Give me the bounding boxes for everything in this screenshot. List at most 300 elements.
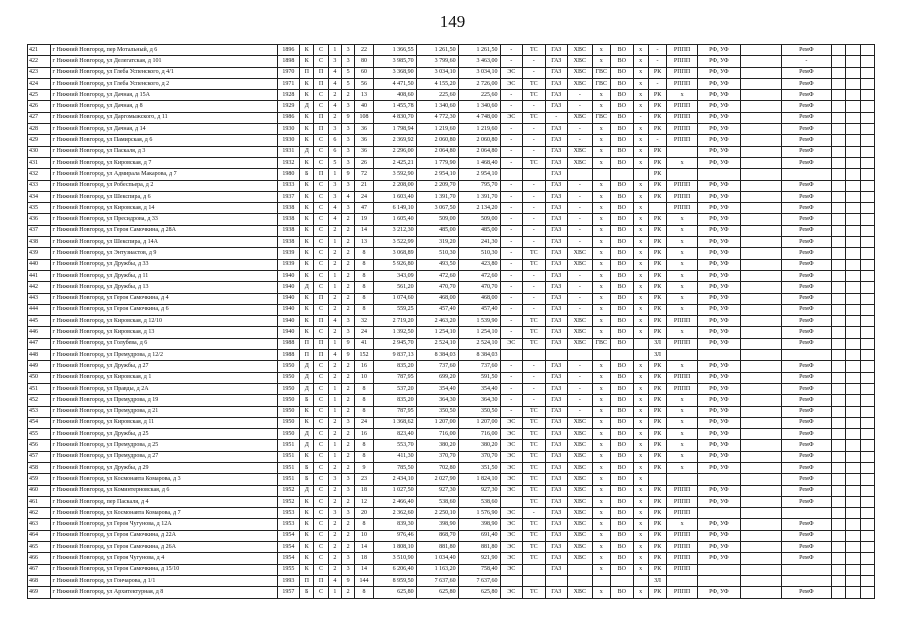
cell-blank-d <box>860 237 874 248</box>
cell-floors: 3 <box>342 101 355 112</box>
cell-remfund: РемФ <box>781 383 831 394</box>
cell-roof: РК <box>648 406 666 417</box>
cell-blank-b <box>831 180 845 191</box>
cell-col-x: х <box>633 372 648 383</box>
cell-blank-d <box>860 259 874 270</box>
cell-row-number: 451 <box>28 383 51 394</box>
cell-total-area: 8 959,50 <box>373 575 416 586</box>
table-row <box>28 67 875 78</box>
cell-apartments: 16 <box>355 361 373 372</box>
cell-col-x: х <box>633 553 648 564</box>
cell-material: С <box>314 564 328 575</box>
cell-total-area: 559,25 <box>373 304 416 315</box>
cell-remfund: РемФ <box>781 519 831 530</box>
cell-residential-area: 351,50 <box>458 462 500 473</box>
cell-entrances: 1 <box>328 282 341 293</box>
cell-gas: ГАЗ <box>545 508 568 519</box>
cell-rppp: РППП <box>667 78 698 89</box>
cell-address: г Нижний Новгород, пер Мотальный, д 6 <box>50 45 277 56</box>
cell-heating <box>523 169 546 180</box>
cell-blank-d <box>860 282 874 293</box>
cell-total-area: 5 926,80 <box>373 259 416 270</box>
cell-floors: 3 <box>342 508 355 519</box>
cell-material: С <box>314 248 328 259</box>
cell-total-area: 553,70 <box>373 440 416 451</box>
cell-blank-b <box>831 169 845 180</box>
cell-electricity: ЭС <box>500 519 523 530</box>
cell-electricity <box>500 496 523 507</box>
cell-blank-a <box>740 214 781 225</box>
cell-total-area: 976,46 <box>373 530 416 541</box>
cell-electricity: ЭС <box>500 485 523 496</box>
cell-row-number: 427 <box>28 112 51 123</box>
cell-total-area: 4 471,50 <box>373 78 416 89</box>
cell-rppp <box>667 575 698 586</box>
cell-hot-water: х <box>592 327 610 338</box>
cell-cold-water: - <box>568 395 593 406</box>
cell-cold-water <box>568 169 593 180</box>
cell-hot-water: х <box>592 191 610 202</box>
cell-material: С <box>314 462 328 473</box>
cell-cold-water: - <box>568 203 593 214</box>
cell-blank-b <box>831 429 845 440</box>
cell-heating: - <box>523 146 546 157</box>
cell-heating <box>523 575 546 586</box>
cell-roof: РК <box>648 462 666 473</box>
housing-registry-table <box>27 44 875 599</box>
cell-roof: РК <box>648 259 666 270</box>
cell-blank-b <box>831 67 845 78</box>
cell-blank-b <box>831 553 845 564</box>
cell-blank-a <box>740 169 781 180</box>
table-row <box>28 508 875 519</box>
cell-material: С <box>314 225 328 236</box>
cell-wall-type: К <box>300 270 314 281</box>
cell-roof: РК <box>648 564 666 575</box>
cell-blank-b <box>831 451 845 462</box>
cell-row-number: 458 <box>28 462 51 473</box>
cell-blank-d <box>860 203 874 214</box>
cell-roof: РК <box>648 270 666 281</box>
cell-blank-d <box>860 406 874 417</box>
cell-apartments: 8 <box>355 587 373 598</box>
cell-roof: - <box>648 135 666 146</box>
cell-blank-d <box>860 157 874 168</box>
cell-sewerage <box>611 575 634 586</box>
cell-row-number: 459 <box>28 474 51 485</box>
cell-sewerage: ВО <box>611 225 634 236</box>
cell-row-number: 453 <box>28 406 51 417</box>
table-row <box>28 90 875 101</box>
table-row <box>28 338 875 349</box>
table-row <box>28 101 875 112</box>
cell-residential-area: 921,90 <box>458 553 500 564</box>
cell-apartments: 36 <box>355 135 373 146</box>
cell-gas: ГАЗ <box>545 270 568 281</box>
cell-funds: РФ, УФ <box>697 180 740 191</box>
cell-material: С <box>314 553 328 564</box>
cell-sewerage: ВО <box>611 56 634 67</box>
cell-total-area: 6 149,10 <box>373 203 416 214</box>
cell-address: г Нижний Новгород, ул Героя Самочкина, д 26А <box>50 542 277 553</box>
cell-gas: ГАЗ <box>545 180 568 191</box>
cell-blank-a <box>740 508 781 519</box>
cell-row-number: 436 <box>28 214 51 225</box>
cell-funds: РФ, УФ <box>697 293 740 304</box>
cell-blank-b <box>831 146 845 157</box>
cell-funds: РФ, УФ <box>697 78 740 89</box>
cell-gas <box>545 575 568 586</box>
cell-apartments: 24 <box>355 417 373 428</box>
cell-funds: РФ, УФ <box>697 157 740 168</box>
cell-cold-water: - <box>568 383 593 394</box>
cell-build-year: 1950 <box>277 406 300 417</box>
cell-apartments: 24 <box>355 191 373 202</box>
cell-col-x: х <box>633 203 648 214</box>
cell-roof: РК <box>648 146 666 157</box>
cell-material: С <box>314 361 328 372</box>
cell-floors: 2 <box>342 462 355 473</box>
cell-remfund: РемФ <box>781 214 831 225</box>
cell-total-area: 3 985,70 <box>373 56 416 67</box>
cell-entrances: 3 <box>328 508 341 519</box>
cell-material: С <box>314 214 328 225</box>
cell-blank-b <box>831 406 845 417</box>
cell-total-area: 835,20 <box>373 395 416 406</box>
cell-row-number: 435 <box>28 203 51 214</box>
table-row <box>28 259 875 270</box>
cell-roof: РК <box>648 451 666 462</box>
cell-sewerage: ВО <box>611 429 634 440</box>
cell-funds: РФ, УФ <box>697 237 740 248</box>
cell-build-year: 1928 <box>277 90 300 101</box>
cell-heating: ТС <box>523 542 546 553</box>
cell-living-area: 1 219,60 <box>416 124 458 135</box>
cell-rppp: РППП <box>667 316 698 327</box>
cell-total-area: 3 212,30 <box>373 225 416 236</box>
cell-residential-area: 1 824,10 <box>458 474 500 485</box>
cell-roof: РК <box>648 395 666 406</box>
cell-residential-area: 625,80 <box>458 587 500 598</box>
cell-living-area: 868,70 <box>416 530 458 541</box>
cell-blank-b <box>831 361 845 372</box>
cell-blank-b <box>831 191 845 202</box>
cell-hot-water: х <box>592 214 610 225</box>
cell-living-area: 699,20 <box>416 372 458 383</box>
cell-sewerage: ВО <box>611 45 634 56</box>
cell-apartments: 10 <box>355 372 373 383</box>
cell-gas: ГАЗ <box>545 564 568 575</box>
cell-build-year: 1951 <box>277 440 300 451</box>
cell-living-area: 927,30 <box>416 485 458 496</box>
cell-entrances: 2 <box>328 519 341 530</box>
cell-build-year: 1953 <box>277 508 300 519</box>
cell-gas: ГАЗ <box>545 56 568 67</box>
cell-living-area: 881,80 <box>416 542 458 553</box>
cell-gas: ГАЗ <box>545 519 568 530</box>
cell-cold-water: ХВС <box>568 587 593 598</box>
cell-col-x: х <box>633 237 648 248</box>
cell-residential-area: 485,00 <box>458 225 500 236</box>
cell-address: г Нижний Новгород, ул Премудрова, д 21 <box>50 406 277 417</box>
cell-address: г Нижний Новгород, ул Премудрова, д 12/2 <box>50 350 277 361</box>
cell-residential-area: 3 463,00 <box>458 56 500 67</box>
cell-hot-water: х <box>592 203 610 214</box>
cell-wall-type: К <box>300 496 314 507</box>
cell-living-area: 4 772,30 <box>416 112 458 123</box>
cell-electricity: ЭС <box>500 338 523 349</box>
cell-build-year: 1970 <box>277 67 300 78</box>
cell-total-area: 2 296,00 <box>373 146 416 157</box>
cell-col-x: х <box>633 542 648 553</box>
cell-row-number: 466 <box>28 553 51 564</box>
cell-funds: РФ, УФ <box>697 304 740 315</box>
cell-funds: РФ, УФ <box>697 45 740 56</box>
cell-blank-d <box>860 112 874 123</box>
cell-heating: - <box>523 191 546 202</box>
cell-heating: - <box>523 372 546 383</box>
cell-total-area: 785,50 <box>373 462 416 473</box>
cell-cold-water: - <box>568 214 593 225</box>
cell-entrances: 2 <box>328 553 341 564</box>
cell-floors: 2 <box>342 237 355 248</box>
cell-col-x: х <box>633 587 648 598</box>
cell-blank-d <box>860 56 874 67</box>
table-row <box>28 214 875 225</box>
cell-entrances: 3 <box>328 180 341 191</box>
cell-build-year: 1951 <box>277 474 300 485</box>
cell-wall-type: Д <box>300 383 314 394</box>
cell-apartments: 8 <box>355 406 373 417</box>
cell-cold-water: - <box>568 304 593 315</box>
cell-rppp: х <box>667 225 698 236</box>
cell-roof: ЗЛ <box>648 575 666 586</box>
cell-electricity: ЭС <box>500 67 523 78</box>
cell-total-area: 1 027,50 <box>373 485 416 496</box>
cell-entrances: 3 <box>328 474 341 485</box>
cell-floors: 2 <box>342 395 355 406</box>
cell-remfund <box>781 564 831 575</box>
cell-entrances: 2 <box>328 372 341 383</box>
cell-gas: ГАЗ <box>545 451 568 462</box>
cell-entrances: 2 <box>328 327 341 338</box>
cell-cold-water: ХВС <box>568 248 593 259</box>
table-row <box>28 519 875 530</box>
cell-sewerage: ВО <box>611 338 634 349</box>
cell-cold-water: ХВС <box>568 440 593 451</box>
cell-electricity: - <box>500 157 523 168</box>
cell-entrances: 1 <box>328 237 341 248</box>
cell-material: П <box>314 350 328 361</box>
cell-residential-area: 354,40 <box>458 383 500 394</box>
cell-blank-b <box>831 327 845 338</box>
cell-row-number: 428 <box>28 124 51 135</box>
cell-residential-area: 691,40 <box>458 530 500 541</box>
cell-hot-water: х <box>592 553 610 564</box>
cell-residential-area: 3 034,10 <box>458 67 500 78</box>
cell-living-area: 457,40 <box>416 304 458 315</box>
cell-residential-area: 370,70 <box>458 451 500 462</box>
cell-remfund: РемФ <box>781 45 831 56</box>
cell-blank-c <box>846 78 860 89</box>
cell-blank-a <box>740 587 781 598</box>
cell-electricity: - <box>500 259 523 270</box>
cell-heating: - <box>523 225 546 236</box>
cell-blank-a <box>740 485 781 496</box>
cell-gas: ГАЗ <box>545 304 568 315</box>
cell-sewerage: ВО <box>611 496 634 507</box>
cell-floors: 9 <box>342 112 355 123</box>
cell-address: г Нижний Новгород, ул Коминтерновская, д 6 <box>50 485 277 496</box>
cell-wall-type: Б <box>300 169 314 180</box>
cell-remfund: РемФ <box>781 124 831 135</box>
cell-gas: ГАЗ <box>545 462 568 473</box>
cell-residential-area: 538,60 <box>458 496 500 507</box>
cell-blank-a <box>740 429 781 440</box>
cell-col-x: х <box>633 90 648 101</box>
cell-floors: 2 <box>342 259 355 270</box>
cell-remfund: - <box>781 56 831 67</box>
cell-roof: РК <box>648 225 666 236</box>
cell-hot-water: х <box>592 451 610 462</box>
cell-electricity: ЭС <box>500 429 523 440</box>
cell-blank-d <box>860 78 874 89</box>
cell-roof: РК <box>648 519 666 530</box>
cell-build-year: 1950 <box>277 372 300 383</box>
cell-gas: ГАЗ <box>545 338 568 349</box>
cell-blank-c <box>846 67 860 78</box>
table-row <box>28 248 875 259</box>
cell-row-number: 426 <box>28 101 51 112</box>
cell-rppp <box>667 474 698 485</box>
cell-heating: - <box>523 203 546 214</box>
cell-entrances: 4 <box>328 67 341 78</box>
cell-blank-b <box>831 587 845 598</box>
cell-gas: ГАЗ <box>545 496 568 507</box>
cell-wall-type: К <box>300 406 314 417</box>
cell-floors: 9 <box>342 350 355 361</box>
cell-heating: ТС <box>523 496 546 507</box>
cell-remfund: РемФ <box>781 112 831 123</box>
page-number: 149 <box>439 12 466 31</box>
cell-gas: ГАЗ <box>545 553 568 564</box>
cell-total-area: 3 510,90 <box>373 553 416 564</box>
cell-apartments: 56 <box>355 78 373 89</box>
cell-blank-b <box>831 508 845 519</box>
cell-gas: - <box>545 112 568 123</box>
cell-address: г Нижний Новгород, ул Кировская, д 13 <box>50 327 277 338</box>
cell-address: г Нижний Новгород, ул Памирская, д 6 <box>50 135 277 146</box>
cell-sewerage: ВО <box>611 124 634 135</box>
cell-material: С <box>314 395 328 406</box>
cell-entrances: 2 <box>328 564 341 575</box>
cell-blank-a <box>740 135 781 146</box>
cell-residential-area: 4 748,00 <box>458 112 500 123</box>
cell-wall-type: П <box>300 575 314 586</box>
cell-wall-type: Д <box>300 429 314 440</box>
cell-cold-water: - <box>568 90 593 101</box>
cell-remfund: РемФ <box>781 203 831 214</box>
cell-apartments: 13 <box>355 237 373 248</box>
cell-remfund: РемФ <box>781 361 831 372</box>
cell-material: С <box>314 191 328 202</box>
cell-blank-d <box>860 135 874 146</box>
cell-hot-water: х <box>592 429 610 440</box>
cell-build-year: 1950 <box>277 395 300 406</box>
cell-apartments: 13 <box>355 90 373 101</box>
table-row <box>28 180 875 191</box>
cell-address: г Нижний Новгород, ул Паскаля, д 3 <box>50 146 277 157</box>
cell-floors: 2 <box>342 542 355 553</box>
cell-floors: 3 <box>342 417 355 428</box>
table-row <box>28 542 875 553</box>
cell-build-year: 1938 <box>277 203 300 214</box>
cell-floors: 9 <box>342 575 355 586</box>
cell-material: С <box>314 282 328 293</box>
cell-funds: РФ, УФ <box>697 440 740 451</box>
cell-blank-b <box>831 248 845 259</box>
cell-rppp: х <box>667 417 698 428</box>
cell-apartments: 21 <box>355 180 373 191</box>
cell-total-area: 2 362,60 <box>373 508 416 519</box>
cell-material: С <box>314 440 328 451</box>
cell-material: С <box>314 587 328 598</box>
cell-rppp: х <box>667 237 698 248</box>
cell-wall-type: К <box>300 78 314 89</box>
cell-total-area: 6 206,40 <box>373 564 416 575</box>
cell-blank-a <box>740 304 781 315</box>
cell-wall-type: К <box>300 519 314 530</box>
cell-wall-type: Б <box>300 395 314 406</box>
cell-hot-water: х <box>592 259 610 270</box>
cell-gas: ГАЗ <box>545 542 568 553</box>
cell-heating: ТС <box>523 587 546 598</box>
cell-material: С <box>314 135 328 146</box>
cell-residential-area: 1 576,90 <box>458 508 500 519</box>
cell-blank-b <box>831 135 845 146</box>
cell-wall-type: К <box>300 553 314 564</box>
cell-apartments: 60 <box>355 67 373 78</box>
cell-col-x: х <box>633 316 648 327</box>
cell-electricity: ЭС <box>500 542 523 553</box>
cell-entrances: 4 <box>328 575 341 586</box>
cell-rppp: х <box>667 327 698 338</box>
cell-blank-d <box>860 270 874 281</box>
cell-apartments: 144 <box>355 575 373 586</box>
cell-address: г Нижний Новгород, ул Героя Самочкина, д 22А <box>50 530 277 541</box>
cell-material: С <box>314 157 328 168</box>
cell-heating: - <box>523 237 546 248</box>
cell-row-number: 456 <box>28 440 51 451</box>
cell-blank-c <box>846 45 860 56</box>
cell-row-number: 425 <box>28 90 51 101</box>
cell-total-area: 823,40 <box>373 429 416 440</box>
cell-cold-water: - <box>568 372 593 383</box>
cell-sewerage: ВО <box>611 451 634 462</box>
cell-apartments: 108 <box>355 112 373 123</box>
cell-blank-a <box>740 45 781 56</box>
cell-col-x: х <box>633 383 648 394</box>
cell-total-area: 1 074,60 <box>373 293 416 304</box>
cell-apartments: 20 <box>355 508 373 519</box>
table-row <box>28 316 875 327</box>
cell-address: г Нижний Новгород, ул Кировская, д 7 <box>50 157 277 168</box>
cell-blank-c <box>846 496 860 507</box>
cell-hot-water: х <box>592 406 610 417</box>
table-row <box>28 406 875 417</box>
cell-cold-water: ХВС <box>568 519 593 530</box>
cell-cold-water: - <box>568 101 593 112</box>
